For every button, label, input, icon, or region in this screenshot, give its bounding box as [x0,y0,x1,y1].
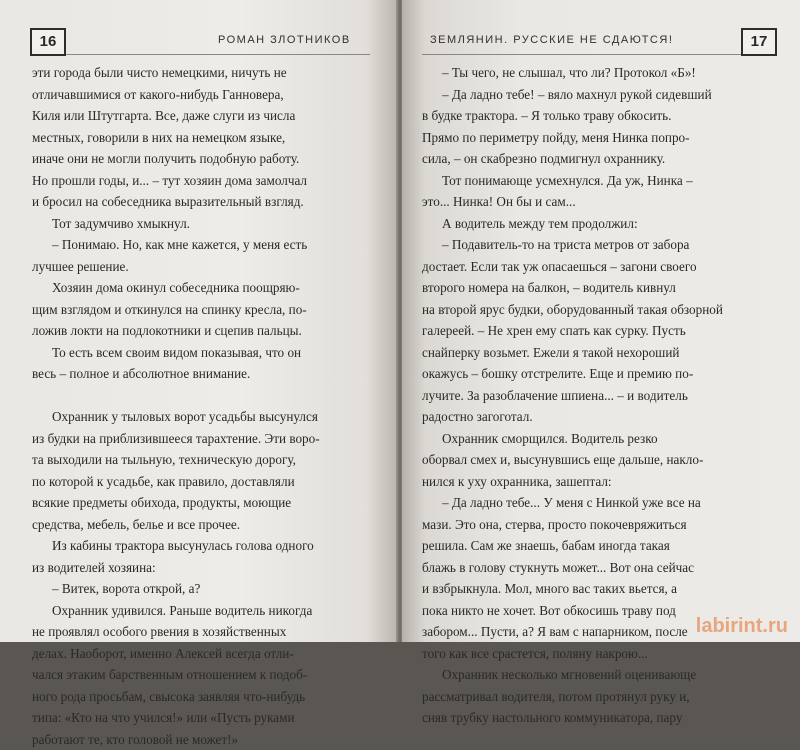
text-line: того как все срастется, поляну накрою... [422,643,776,665]
text-line: чался этаким барственным отношением к подоб- [32,664,372,686]
text-line: – Да ладно тебе! – вяло махнул рукой сидевший [422,84,776,106]
text-line: местных, говорили в них на немецком языке, [32,127,372,149]
text-line: на второй ярус будки, оборудованный такая обзорной [422,299,776,321]
text-line: То есть всем своим видом показывая, что он [32,342,372,364]
text-line: нился к уху охранника, зашептал: [422,471,776,493]
text-line: А водитель между тем продолжил: [422,213,776,235]
text-line: эти города были чисто немецкими, ничуть не [32,62,372,84]
left-page [0,0,398,642]
text-line: – Витек, ворота открой, а? [32,578,372,600]
text-line: – Да ладно тебе... У меня с Нинкой уже все на [422,492,776,514]
text-line: отличавшимися от какого-нибудь Ганновера, [32,84,372,106]
text-line: весь – полное и абсолютное внимание. [32,363,372,385]
text-line: делах. Наоборот, именно Алексей всегда отли- [32,643,372,665]
left-page-text [32,62,372,750]
text-line: работают те, кто головой не может!» [32,729,372,750]
text-line: блажь в голову стукнуть может... Вот она сейчас [422,557,776,579]
running-head-title: ЗЕМЛЯНИН. РУССКИЕ НЕ СДАЮТСЯ! [430,34,673,46]
text-line: не проявлял особого рвения в хозяйственных [32,621,372,643]
text-line: Тот задумчиво хмыкнул. [32,213,372,235]
text-line: Прямо по периметру пойду, меня Нинка попро- [422,127,776,149]
text-line: Тот понимающе усмехнулся. Да уж, Нинка – [422,170,776,192]
text-line: Из кабины трактора высунулась голова одного [32,535,372,557]
text-line: сняв трубку настольного коммуникатора, пару [422,707,776,729]
text-line: мази. Это она, стерва, просто покочевряжиться [422,514,776,536]
page-number: 16 [30,28,66,56]
text-line: щим взглядом и откинулся на спинку кресла, по- [32,299,372,321]
text-line: рассматривал водителя, потом протянул руку и, [422,686,776,708]
text-line: Охранник несколько мгновений оценивающе [422,664,776,686]
text-line: сила, – он скабрезно подмигнул охраннику. [422,148,776,170]
left-running-header [30,28,370,55]
text-line: ложив локти на подлокотники и сцепив пальцы. [32,320,372,342]
text-line: радостно загоготал. [422,406,776,428]
text-line: окажусь – бошку отстрелите. Еще и премию по- [422,363,776,385]
running-head-author: РОМАН ЗЛОТНИКОВ [218,34,351,46]
text-line: – Ты чего, не слышал, что ли? Протокол «Б»! [422,62,776,84]
text-line: Охранник у тыловых ворот усадьбы высунулся [32,406,372,428]
text-line: из будки на приблизившееся тарахтение. Эти воро- [32,428,372,450]
text-line: пока никто не хочет. Вот обкосишь траву под [422,600,776,622]
text-line: решила. Сам же знаешь, бабам иногда такая [422,535,776,557]
text-line: и бросил на собеседника выразительный взгляд. [32,191,372,213]
text-line: лучите. За разоблачение шпиена... – и водитель [422,385,776,407]
text-line: забором... Пусти, а? Я вам с напарником, после [422,621,776,643]
text-line: та выходили на тыльную, техническую дорогу, [32,449,372,471]
text-line: Хозяин дома окинул собеседника поощряю- [32,277,372,299]
text-line: Но прошли годы, и... – тут хозяин дома замолчал [32,170,372,192]
text-line: это... Нинка! Он бы и сам... [422,191,776,213]
text-line: – Понимаю. Но, как мне кажется, у меня есть [32,234,372,256]
text-line: средства, мебель, белье и все прочее. [32,514,372,536]
text-line: лучшее решение. [32,256,372,278]
text-line: второго номера на балкон, – водитель кивнул [422,277,776,299]
text-line: Охранник сморщился. Водитель резко [422,428,776,450]
text-line: иначе они не могли получить подобную работу. [32,148,372,170]
right-running-header [422,28,777,55]
text-line: достает. Если так уж опасаешься – загони своего [422,256,776,278]
text-line: Охранник удивился. Раньше водитель никогда [32,600,372,622]
text-line: оборвал смех и, высунувшись еще дальше, накло- [422,449,776,471]
watermark: labirint.ru [696,615,788,638]
text-line: в будке трактора. – Я только траву обкосить. [422,105,776,127]
page-number: 17 [741,28,777,56]
text-line: Киля или Штутгарта. Все, даже слуги из числа [32,105,372,127]
text-line: и взбрыкнула. Мол, много вас таких вьется, а [422,578,776,600]
text-line: снайперку возьмет. Ежели я такой нехороший [422,342,776,364]
text-line: всякие предметы обихода, продукты, моющие [32,492,372,514]
text-line: галереей. – Не хрен ему спать как сурку. Пусть [422,320,776,342]
text-line [32,385,372,407]
text-line: по которой к усадьбе, как правило, доставляли [32,471,372,493]
text-line: – Подавитель-то на триста метров от забора [422,234,776,256]
text-line: типа: «Кто на что учился!» или «Пусть руками [32,707,372,729]
right-page [402,0,800,642]
text-line: из водителей хозяина: [32,557,372,579]
text-line: ного рода просьбам, свысока заявляя что-нибудь [32,686,372,708]
